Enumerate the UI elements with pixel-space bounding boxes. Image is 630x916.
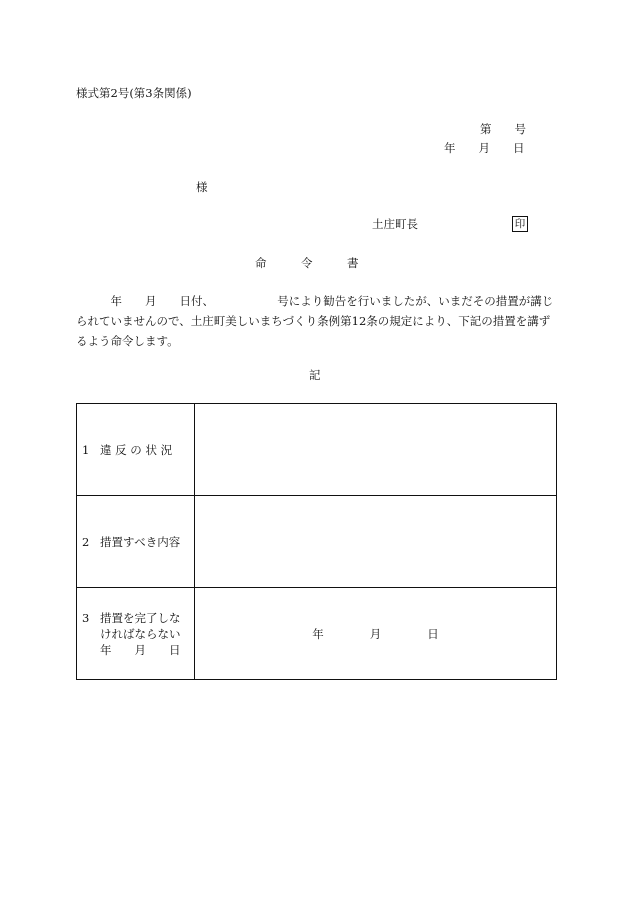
ki-heading: 記 bbox=[309, 368, 321, 382]
violation-status-label: 違 反 の 状 況 bbox=[100, 442, 173, 457]
row-label bbox=[77, 588, 195, 680]
issue-date: 年 月 日 bbox=[444, 141, 525, 155]
table-row bbox=[77, 496, 557, 588]
seal-stamp: 印 bbox=[512, 216, 528, 232]
table-row bbox=[77, 404, 557, 496]
deadline-label-line2: ければならない bbox=[100, 626, 181, 641]
table-row bbox=[77, 588, 557, 680]
detail-table bbox=[76, 403, 557, 680]
row-number: 1 bbox=[82, 442, 90, 457]
row-label bbox=[77, 404, 195, 496]
deadline-label-line3: 年 月 日 bbox=[100, 642, 181, 657]
required-measures-label: 措置すべき内容 bbox=[100, 534, 181, 549]
document-number: 第 号 bbox=[480, 122, 526, 136]
form-label: 様式第2号(第3条関係) bbox=[76, 86, 192, 100]
deadline-date-value: 年 月 日 bbox=[195, 588, 557, 680]
row-number: 2 bbox=[82, 534, 90, 549]
required-measures-value bbox=[195, 496, 557, 588]
row-number: 3 bbox=[82, 610, 90, 625]
issuer-name: 土庄町長 bbox=[372, 217, 418, 231]
deadline-label-line1: 措置を完了しな bbox=[100, 610, 181, 625]
row-label bbox=[77, 496, 195, 588]
document-title: 命 令 書 bbox=[255, 256, 359, 270]
addressee: 様 bbox=[196, 180, 208, 194]
body-text: 年 月 日付、 号により勧告を行いましたが、いまだその措置が講じられていませんので、土庄町美しいまちづくり条例第12条の規定により、下記の措置を講ずるよう命令します。 bbox=[76, 294, 554, 348]
violation-status-value bbox=[195, 404, 557, 496]
